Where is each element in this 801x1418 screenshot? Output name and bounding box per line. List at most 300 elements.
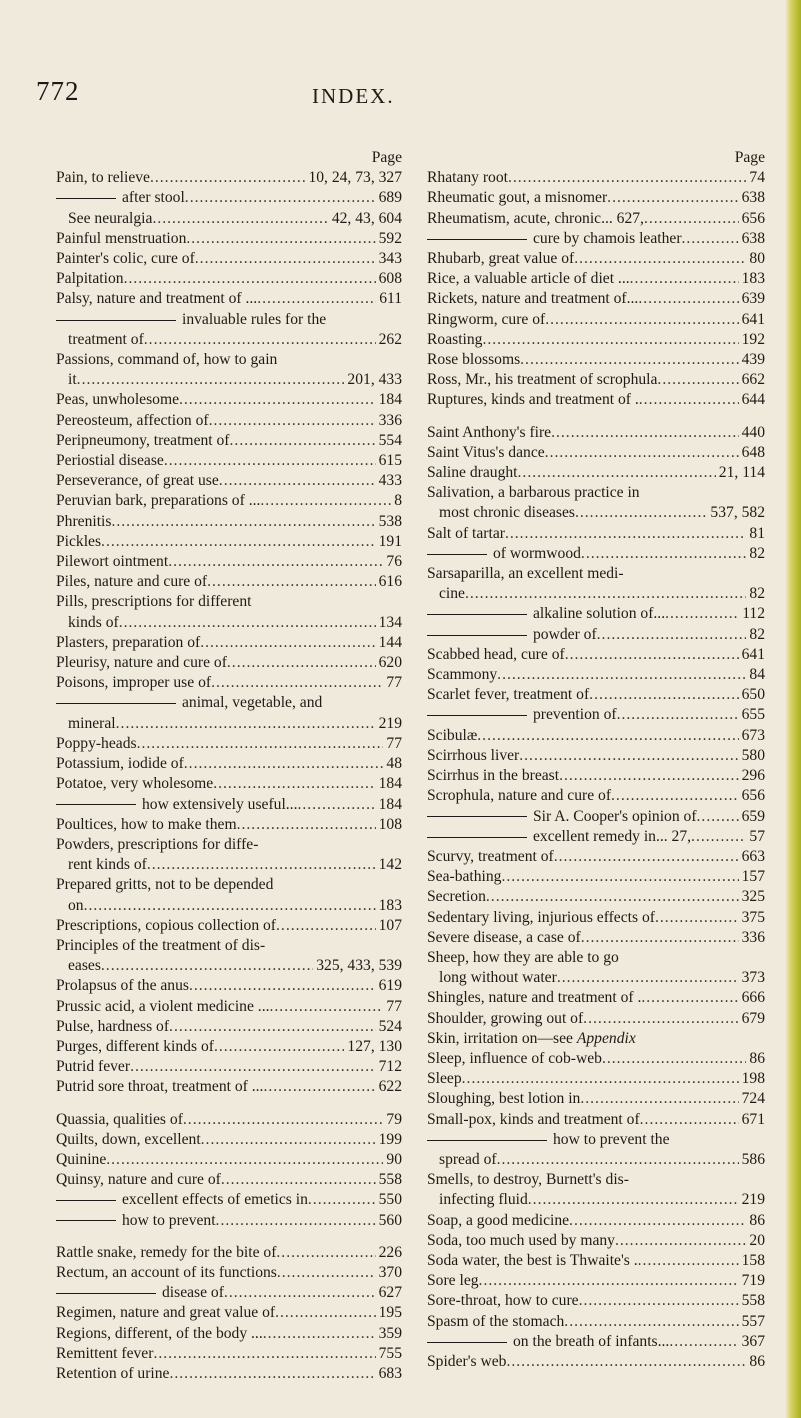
leader-dots (611, 786, 739, 806)
entry-page-ref: 627 (378, 1284, 402, 1302)
entry-term: Pulse, hardness of (56, 1017, 170, 1035)
entry-text (56, 1130, 201, 1150)
entry-term: Pills, prescriptions for different (56, 593, 252, 611)
index-entry (56, 1303, 402, 1323)
entry-page-ref: 21, 114 (718, 464, 765, 482)
entry-text (427, 726, 477, 746)
entry-page-ref: 648 (741, 443, 765, 461)
entry-text (427, 289, 638, 309)
leader-dots (682, 229, 739, 249)
entry-term: animal, vegetable, and (182, 694, 323, 712)
entry-page-ref: 641 (741, 645, 765, 663)
entry-term: Quinine (56, 1150, 107, 1168)
entry-term: Piles, nature and cure of (56, 573, 208, 591)
index-entry (427, 1029, 765, 1049)
leader-dots (84, 896, 376, 916)
leader-dots (101, 532, 376, 552)
entry-term: See neuralgia (68, 209, 153, 227)
leader-dots (641, 988, 738, 1008)
index-entry (56, 916, 402, 936)
entry-text (427, 807, 697, 827)
ditto-dash (56, 1200, 116, 1201)
entry-text (56, 1150, 106, 1170)
entry-page-ref: 659 (741, 807, 765, 825)
entry-page-ref: 656 (741, 787, 765, 805)
entry-text (56, 1211, 216, 1231)
entry-text (56, 572, 207, 592)
index-entry (427, 229, 765, 249)
leader-dots (518, 463, 716, 483)
entry-page-ref: 359 (378, 1324, 402, 1342)
entry-page-ref: 219 (378, 714, 402, 732)
index-entry (427, 188, 765, 208)
entry-term: Peas, unwholesome (56, 391, 179, 409)
entry-term: Putrid fever (56, 1058, 131, 1076)
entry-text (439, 1190, 528, 1210)
entry-term: Periostial disease (56, 452, 164, 470)
page-number: 772 (36, 76, 80, 106)
entry-term: Painter's colic, cure of (56, 250, 195, 268)
index-entry (427, 746, 765, 766)
entry-text (56, 310, 326, 330)
leader-dots (270, 997, 384, 1017)
page-column-label: Page (734, 149, 765, 166)
entry-text (56, 734, 137, 754)
entry-page-ref: 524 (378, 1017, 402, 1035)
entry-text (427, 1352, 506, 1372)
entry-term: infecting fluid (439, 1191, 528, 1209)
leader-dots (497, 665, 746, 685)
entry-page-ref: 82 (749, 625, 765, 643)
leader-dots (551, 423, 739, 443)
entry-text (56, 774, 213, 794)
index-entry (56, 835, 402, 855)
index-entry (427, 1110, 765, 1130)
entry-term: Pain, to relieve (56, 169, 150, 187)
entry-text (56, 875, 273, 895)
entry-term: prevention of (533, 706, 617, 724)
leader-dots (528, 1190, 739, 1210)
leader-dots (505, 524, 746, 544)
entry-term: Spasm of the stomach (427, 1312, 565, 1330)
index-entry (427, 209, 765, 229)
index-entry (427, 249, 765, 269)
index-entry (56, 209, 402, 229)
entry-text (56, 633, 200, 653)
index-entry (56, 1263, 402, 1283)
entry-term: Plasters, preparation of (56, 633, 201, 651)
entry-text (56, 815, 237, 835)
index-entry (56, 188, 402, 208)
entry-text (427, 988, 641, 1008)
entry-text (439, 503, 575, 523)
leader-dots (697, 807, 739, 827)
entry-text (427, 1251, 638, 1271)
entry-term: Salivation, a barbarous practice in (427, 484, 640, 502)
entry-text (68, 330, 144, 350)
entry-page-ref: 82 (749, 544, 765, 562)
leader-dots (219, 471, 376, 491)
page-column-label: Page (371, 149, 402, 166)
index-entry (427, 625, 765, 645)
index-entry (56, 774, 402, 794)
leader-dots (581, 544, 746, 564)
index-entry (427, 726, 765, 746)
entry-page-ref: 580 (741, 746, 765, 764)
entry-page-ref: 641 (741, 310, 765, 328)
entry-term: Peripneumony, treatment of (56, 431, 230, 449)
leader-dots (216, 1211, 376, 1231)
entry-text (427, 908, 655, 928)
index-entry (427, 1190, 765, 1210)
leader-dots (501, 867, 738, 887)
entry-page-ref: 608 (378, 270, 402, 288)
index-entry (56, 572, 402, 592)
entry-term: alkaline solution of... (533, 605, 666, 623)
ditto-dash (427, 554, 487, 555)
index-entry (56, 390, 402, 410)
entry-term: Regimen, nature and great value of (56, 1304, 276, 1322)
page-edge (785, 0, 801, 1418)
entry-term: Quassia, qualities of (56, 1110, 183, 1128)
entry-page-ref: 86 (749, 1211, 765, 1229)
entry-term: Putrid sore throat, treatment of ... (56, 1078, 264, 1096)
index-entry (56, 289, 402, 309)
entry-page-ref: 586 (741, 1150, 765, 1168)
entry-term: Severe disease, a case of (427, 928, 581, 946)
leader-dots (184, 754, 384, 774)
leader-dots (665, 604, 739, 624)
entry-page-ref: 219 (741, 1191, 765, 1209)
entry-term: Rattle snake, remedy for the bite of (56, 1243, 277, 1261)
entry-text (427, 1049, 602, 1069)
entry-text (56, 997, 270, 1017)
entry-text (427, 168, 508, 188)
entry-term: Saint Vitus's dance (427, 443, 545, 461)
ditto-dash (56, 1293, 156, 1294)
index-entry (56, 1190, 402, 1210)
entry-text (427, 483, 640, 503)
entry-term: spread of (439, 1150, 497, 1168)
entry-text (427, 604, 665, 624)
index-entry (56, 471, 402, 491)
entry-page-ref: 81 (749, 524, 765, 542)
index-entry (56, 754, 402, 774)
entry-text (427, 665, 497, 685)
section-gap (56, 1098, 402, 1110)
index-entry (56, 350, 402, 370)
ditto-dash (427, 837, 527, 838)
entry-term: Shoulder, growing out of (427, 1009, 584, 1027)
entry-term: disease of (162, 1284, 224, 1302)
leader-dots (569, 1211, 746, 1231)
entry-text (56, 1017, 169, 1037)
entry-text (56, 471, 219, 491)
leader-dots (691, 827, 746, 847)
entry-text (427, 350, 520, 370)
entry-page-ref: 80 (749, 250, 765, 268)
index-entry (427, 544, 765, 564)
index-entry (56, 1344, 402, 1364)
index-entry (427, 665, 765, 685)
index-entry (56, 552, 402, 572)
entry-term: Poppy-heads (56, 734, 137, 752)
entry-page-ref: 77 (386, 674, 402, 692)
index-entry (56, 229, 402, 249)
ditto-dash (56, 320, 176, 321)
entry-text (427, 544, 581, 564)
index-entry (427, 370, 765, 390)
entry-term: how extensively useful... (142, 795, 298, 813)
entry-term: Soda, too much used by many (427, 1231, 615, 1249)
entry-term: Shingles, nature and treatment of . (427, 989, 642, 1007)
entry-text (68, 855, 147, 875)
entry-term: Secretion (427, 888, 486, 906)
index-entry (427, 968, 765, 988)
entry-page-ref: 439 (741, 351, 765, 369)
index-entry (56, 613, 402, 633)
entry-page-ref: 158 (741, 1251, 765, 1269)
entry-text (427, 645, 565, 665)
ditto-dash (56, 198, 116, 199)
entry-page-ref: 134 (378, 613, 402, 631)
entry-text (439, 1150, 497, 1170)
entry-term: Pilewort ointment (56, 553, 169, 571)
entry-text (427, 1291, 579, 1311)
index-entry (56, 532, 402, 552)
index-entry (56, 249, 402, 269)
entry-text (56, 390, 179, 410)
entry-term: Remittent fever (56, 1344, 154, 1362)
entry-term: most chronic diseases (439, 504, 575, 522)
entry-page-ref: 226 (378, 1243, 402, 1261)
leader-dots (519, 746, 738, 766)
index-entry (56, 734, 402, 754)
entry-term: Scarlet fever, treatment of (427, 686, 590, 704)
entry-term: on the breath of infants... (513, 1332, 670, 1350)
entry-page-ref: 183 (741, 270, 765, 288)
index-entry (56, 1110, 402, 1130)
entry-page-ref: 712 (378, 1058, 402, 1076)
index-entry (427, 168, 765, 188)
index-entry (56, 693, 402, 713)
entry-text (56, 1303, 275, 1323)
entry-page-ref: 107 (378, 916, 402, 934)
index-entry (427, 390, 765, 410)
leader-dots (657, 370, 738, 390)
entry-page-ref: 619 (378, 977, 402, 995)
entry-text (56, 916, 276, 936)
entry-term: Prolapsus of the anus (56, 977, 189, 995)
leader-dots (185, 188, 376, 208)
entry-text (56, 269, 124, 289)
entry-text (56, 653, 227, 673)
entry-term: Quinsy, nature and cure of (56, 1171, 221, 1189)
leader-dots (116, 714, 376, 734)
entry-page-ref: 86 (749, 1352, 765, 1370)
leader-dots (106, 1150, 383, 1170)
index-entry (56, 855, 402, 875)
entry-page-ref: 201, 433 (347, 371, 402, 389)
leader-dots (482, 330, 738, 350)
entry-text (427, 1130, 670, 1150)
index-entry (427, 310, 765, 330)
entry-page-ref: 538 (378, 512, 402, 530)
leader-dots (479, 1271, 739, 1291)
entry-term: Pickles (56, 532, 102, 550)
index-entry (427, 867, 765, 887)
entry-term: Painful menstruation (56, 229, 187, 247)
entry-text (427, 827, 691, 847)
entry-text (427, 390, 639, 410)
entry-page-ref: 336 (741, 928, 765, 946)
entry-term: Peruvian bark, preparations of ... (56, 492, 261, 510)
index-entry (427, 1049, 765, 1069)
entry-page-ref: 57 (749, 827, 765, 845)
leader-dots (224, 1283, 376, 1303)
entry-text (427, 1110, 640, 1130)
index-entry (56, 976, 402, 996)
index-entry (427, 1332, 765, 1352)
leader-dots (545, 443, 739, 463)
index-entry (427, 928, 765, 948)
index-entry (56, 1150, 402, 1170)
index-entry (56, 633, 402, 653)
index-entry (427, 289, 765, 309)
entry-term: Scurvy, treatment of (427, 847, 554, 865)
ditto-dash (427, 635, 527, 636)
ditto-dash (427, 614, 527, 615)
leader-dots (179, 390, 376, 410)
entry-text (68, 896, 84, 916)
entry-text (427, 1009, 583, 1029)
entry-page-ref: 558 (378, 1171, 402, 1189)
entry-text (427, 847, 554, 867)
entry-term: Sheep, how they are able to go (427, 948, 619, 966)
leader-dots (639, 390, 739, 410)
entry-text (68, 209, 152, 229)
entry-term: how to prevent the (553, 1130, 670, 1148)
entry-term: it (68, 371, 77, 389)
entry-term: excellent effects of emetics in (122, 1191, 308, 1209)
entry-page-ref: 537, 582 (710, 504, 765, 522)
index-entry (427, 423, 765, 443)
entry-term: Rhatany root (427, 169, 508, 187)
index-entry (427, 1312, 765, 1332)
leader-dots (462, 1069, 739, 1089)
entry-page-ref: 262 (378, 330, 402, 348)
entry-page-ref: 77 (386, 997, 402, 1015)
entry-text (56, 249, 195, 269)
entry-page-ref: 639 (741, 290, 765, 308)
leader-dots (669, 1332, 738, 1352)
entry-term: Principles of the treatment of dis- (56, 936, 266, 954)
index-entry (56, 997, 402, 1017)
entry-text (439, 584, 465, 604)
entry-term: Rickets, nature and treatment of... (427, 290, 639, 308)
entry-text (427, 766, 559, 786)
page-header (0, 76, 801, 116)
entry-term: Scirrhous liver (427, 746, 520, 764)
index-entry (427, 1009, 765, 1029)
leader-dots (276, 916, 376, 936)
entry-text (427, 423, 551, 443)
leader-dots (545, 310, 738, 330)
leader-dots (275, 1303, 376, 1323)
entry-page-ref: 638 (741, 189, 765, 207)
entry-page-ref: 592 (378, 229, 402, 247)
entry-page-ref: 42, 43, 604 (331, 209, 402, 227)
ditto-dash (427, 816, 527, 817)
entry-page-ref: 620 (378, 654, 402, 672)
leader-dots (277, 1263, 376, 1283)
entry-page-ref: 724 (741, 1090, 765, 1108)
index-entry (427, 483, 765, 503)
entry-text (427, 269, 630, 289)
entry-page-ref: 74 (749, 169, 765, 187)
entry-text (427, 209, 644, 229)
index-entry (427, 269, 765, 289)
index-entry (427, 1069, 765, 1089)
entry-term: Phrenitis (56, 512, 112, 530)
entry-page-ref: 557 (741, 1312, 765, 1330)
entry-page-ref: 673 (741, 726, 765, 744)
entry-text (56, 431, 230, 451)
index-entry (427, 1150, 765, 1170)
index-entry (56, 1057, 402, 1077)
index-entry (427, 1130, 765, 1150)
leader-dots (574, 249, 746, 269)
entry-page-ref: 84 (749, 666, 765, 684)
index-entry (427, 503, 765, 523)
entry-term: Perseverance, of great use (56, 472, 219, 490)
entry-term: Sleep, influence of cob-web (427, 1049, 602, 1067)
entry-text (427, 443, 545, 463)
index-entry (56, 795, 402, 815)
leader-dots (150, 168, 305, 188)
leader-dots (602, 1049, 746, 1069)
entry-term: Sir A. Cooper's opinion of (533, 807, 697, 825)
entry-text (56, 552, 168, 572)
entry-page-ref: 112 (742, 605, 765, 623)
index-entry (427, 705, 765, 725)
entry-page-ref: 689 (378, 189, 402, 207)
index-entry (427, 1352, 765, 1372)
entry-term: Scabbed head, cure of (427, 645, 565, 663)
leader-dots (195, 249, 376, 269)
leader-dots (164, 451, 376, 471)
index-entry (427, 847, 765, 867)
entry-page-ref: 558 (741, 1292, 765, 1310)
entry-term: Passions, command of, how to gain (56, 351, 278, 369)
entry-page-ref: 184 (378, 391, 402, 409)
leader-dots (211, 673, 383, 693)
entry-term: Palsy, nature and treatment of ... (56, 290, 258, 308)
entry-term: Pereosteum, affection of (56, 411, 209, 429)
entry-text (56, 1283, 224, 1303)
entry-text (56, 532, 101, 552)
entry-page-ref: 367 (741, 1332, 765, 1350)
entry-term: Potassium, iodide of (56, 755, 184, 773)
entry-page-ref: 662 (741, 371, 765, 389)
entry-term: Scirrhus in the breast (427, 767, 560, 785)
entry-page-ref: 683 (378, 1364, 402, 1382)
leader-dots (581, 928, 739, 948)
index-column-right (427, 148, 765, 1372)
leader-dots (308, 1190, 376, 1210)
index-entry (427, 1170, 765, 1190)
entry-term: Smells, to destroy, Burnett's dis- (427, 1171, 629, 1189)
